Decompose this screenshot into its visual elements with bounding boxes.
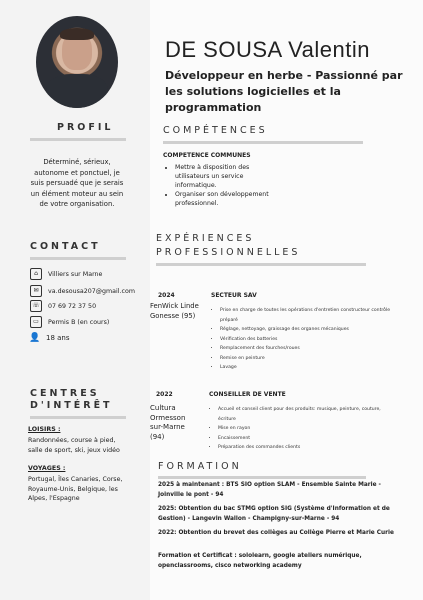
experiences-heading-line1: EXPÉRIENCES <box>156 233 255 244</box>
list-item: • Lavage <box>220 363 400 373</box>
job2-role: CONSEILLER DE VENTE <box>209 391 286 398</box>
formation-divider <box>158 476 366 479</box>
experiences-heading-line2: PROFESSIONNELLES <box>156 247 301 258</box>
job1-place: FenWick Linde Gonesse (95) <box>150 302 199 320</box>
job1-tasks <box>210 306 400 373</box>
contact-divider <box>30 257 126 260</box>
list-item: • Réglage, nettoyage, graissage des organes mécaniques <box>220 325 400 335</box>
list-item: • Remplacement des fourches/roues <box>220 344 400 354</box>
candidate-name: DE SOUSA Valentin <box>165 37 370 62</box>
formation-heading: FORMATION <box>158 461 242 472</box>
phone-icon: ☏ <box>30 300 42 312</box>
list-item: • Vérification des batteries <box>220 335 400 345</box>
profil-heading: PROFIL <box>57 122 114 133</box>
formation-line-2: 2025: Obtention du bac STMG option SIG (Système d'Information et de Gestion) - Langevin Wallon - Champigny-sur-Marne - 94 <box>158 506 390 522</box>
formation-certificates: Formation et Certificat : sololearn, google ateliers numérique, openclassrooms, cisco networking academy <box>158 553 362 569</box>
loisirs-text: Randonnées, course à pied, salle de sport, ski, jeux vidéo <box>28 437 120 454</box>
person-icon: 👤 <box>29 332 41 343</box>
experiences-divider <box>156 263 366 266</box>
formation-line-1: 2025 à maintenant : BTS SIO option SLAM - Ensemble Sainte Marie - Joinville le pont - 94 <box>158 482 381 498</box>
list-item: • Préparation des commandes clients <box>218 443 398 453</box>
list-item: • Prise en charge de toutes les opérations d'entretien constructeur contrôle préparé <box>220 306 400 325</box>
voyages-label: VOYAGES : <box>28 465 66 472</box>
car-icon: ▭ <box>30 316 42 328</box>
job1-role: SECTEUR SAV <box>211 292 257 299</box>
interets-heading-line2: D'INTÉRÊT <box>30 400 113 411</box>
profil-text: Déterminé, sérieux, autonome et ponctuel, je suis persuadé que je serais un élément moteur au sein de votre organisation. <box>30 158 124 208</box>
list-item: • Accueil et conseil client pour des produits: musique, peinture, couture, écriture <box>218 405 398 424</box>
competences-divider <box>163 141 363 144</box>
home-icon: ⌂ <box>30 268 42 280</box>
contact-address: ⌂ Villiers sur Marne <box>30 268 102 280</box>
list-item: • Mettre à disposition des utilisateurs un service informatique. <box>175 163 285 190</box>
candidate-title: Développeur en herbe - Passionné par les solutions logicielles et la programmation <box>165 69 403 114</box>
competences-subheading: COMPETENCE COMMUNES <box>163 152 251 159</box>
contact-heading: CONTACT <box>30 241 101 252</box>
list-item: • Organiser son développement professionnel. <box>175 190 285 208</box>
interets-heading-line1: CENTRES <box>30 388 100 399</box>
contact-age: 👤 18 ans <box>29 332 70 343</box>
job2-place: Cultura Ormesson sur-Marne (94) <box>150 404 186 441</box>
list-item: • Encaissement <box>218 434 398 444</box>
job2-tasks <box>208 405 398 453</box>
interets-divider <box>30 416 126 419</box>
competences-heading: COMPÉTENCES <box>163 125 268 136</box>
mail-icon: ✉ <box>30 285 42 297</box>
competences-list <box>165 163 285 208</box>
job2-year: 2022 <box>156 391 173 398</box>
formation-line-3: 2022: Obtention du brevet des collèges au Collège Pierre et Marie Curie <box>158 530 394 536</box>
contact-email[interactable]: ✉ va.desousa207@gmail.com <box>30 285 135 297</box>
loisirs-label: LOISIRS : <box>28 426 61 433</box>
contact-license: ▭ Permis B (en cours) <box>30 316 109 328</box>
profile-photo <box>36 16 118 108</box>
contact-phone[interactable]: ☏ 07 69 72 37 50 <box>30 300 96 312</box>
list-item: • Remise en peinture <box>220 354 400 364</box>
voyages-text: Portugal, Îles Canaries, Corse, Royaume-Unis, Belgique, les Alpes, l'Espagne <box>28 476 123 502</box>
list-item: • Mise en rayon <box>218 424 398 434</box>
job1-year: 2024 <box>158 292 175 299</box>
profil-divider <box>30 138 126 141</box>
